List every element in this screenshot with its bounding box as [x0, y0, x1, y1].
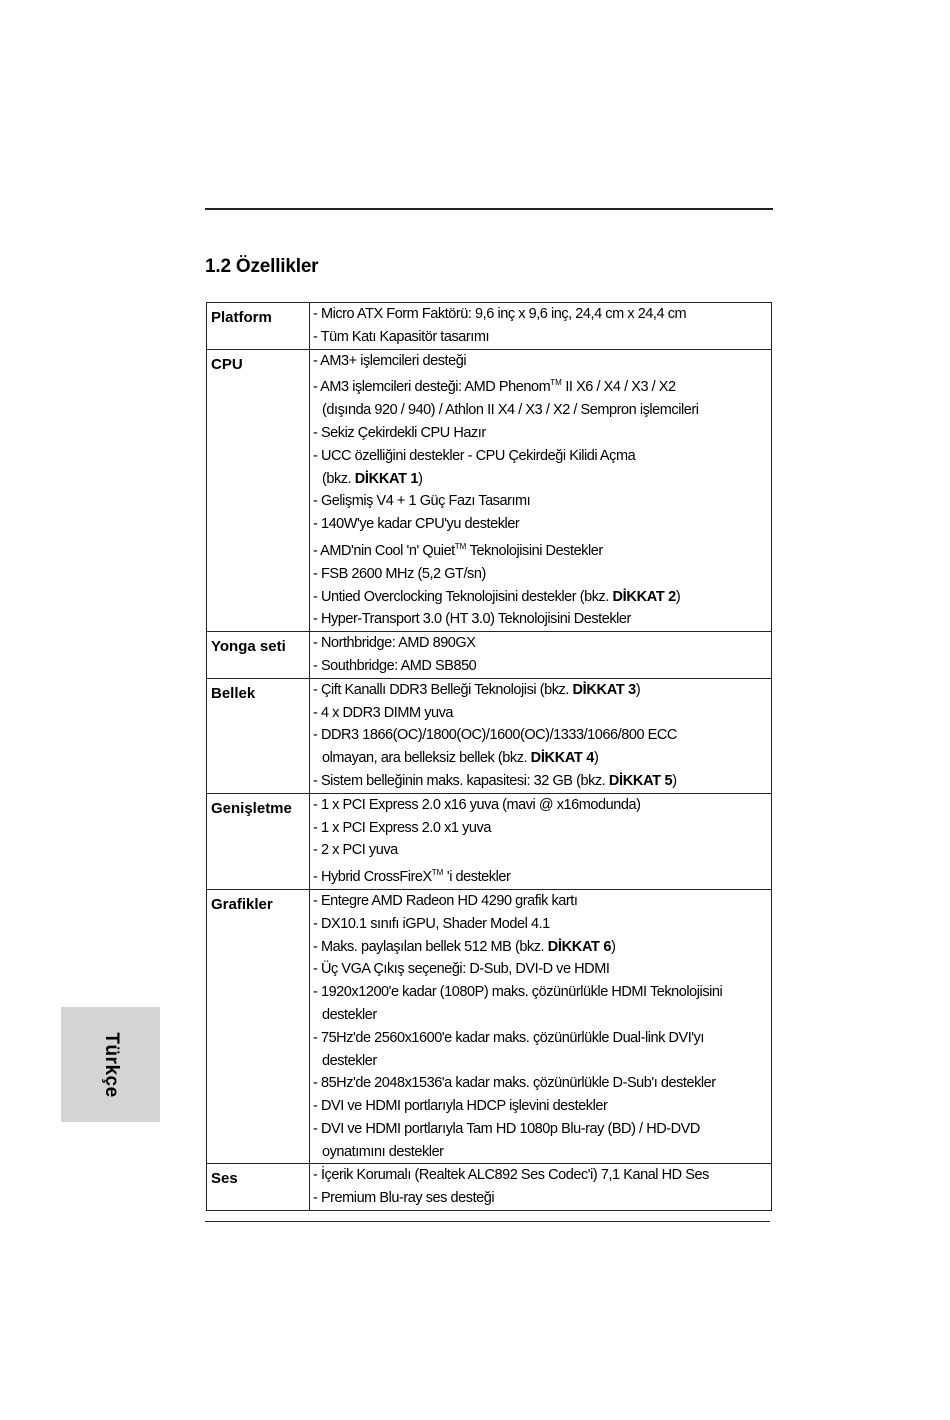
- spec-line: - Southbridge: AMD SB850: [313, 657, 477, 674]
- spec-line: [310, 770, 771, 793]
- trademark-mark: TM: [454, 541, 467, 551]
- spec-line: [310, 747, 771, 770]
- spec-line: - UCC özelliğini destekler - CPU Çekirdeği Kilidi Açma: [313, 447, 636, 464]
- spec-line: destekler: [322, 1006, 377, 1023]
- spec-line: [310, 586, 771, 609]
- spec-line: - Northbridge: AMD 890GX: [313, 635, 476, 652]
- spec-text: - Maks. paylaşılan bellek 512 MB (bkz.: [313, 938, 548, 955]
- spec-text: ): [594, 750, 599, 767]
- spec-line: - DVI ve HDMI portlarıyla Tam HD 1080p Blu-ray (BD) / HD-DVD: [313, 1120, 700, 1137]
- spec-line: [310, 372, 771, 399]
- spec-text: - Hybrid CrossFireX: [313, 869, 432, 886]
- spec-row-memory: [207, 678, 772, 793]
- spec-line: - DVI ve HDMI portlarıyla HDCP işlevini destekler: [313, 1098, 608, 1115]
- note-reference: DİKKAT 2: [612, 588, 676, 605]
- spec-line: - 140W'ye kadar CPU'yu destekler: [313, 516, 520, 533]
- spec-line: - 1 x PCI Express 2.0 x1 yuva: [313, 819, 491, 836]
- note-reference: DİKKAT 1: [354, 470, 419, 487]
- note-reference: DİKKAT 4: [530, 750, 595, 767]
- spec-line: - AM3+ işlemcileri desteği: [313, 352, 467, 369]
- spec-label-chipset: Yonga seti: [211, 638, 286, 656]
- spec-line: [310, 536, 771, 563]
- spec-line: - 85Hz'de 2048x1536'a kadar maks. çözünürlükle D-Sub'ı destekler: [313, 1075, 716, 1092]
- trademark-mark: TM: [431, 868, 444, 878]
- spec-text: Teknolojisini Destekler: [466, 542, 603, 559]
- spec-line: - 1 x PCI Express 2.0 x16 yuva (mavi @ x16modunda): [313, 796, 641, 813]
- spec-line: [310, 862, 771, 889]
- spec-line: - DX10.1 sınıfı iGPU, Shader Model 4.1: [313, 915, 550, 932]
- note-reference: DİKKAT 6: [547, 938, 612, 955]
- trademark-mark: TM: [550, 378, 562, 388]
- spec-label-platform: Platform: [211, 309, 272, 326]
- spec-line: - 4 x DDR3 DIMM yuva: [313, 704, 454, 721]
- spec-line: - FSB 2600 MHz (5,2 GT/sn): [313, 565, 486, 582]
- spec-text: ): [672, 772, 677, 789]
- spec-row-cpu: [207, 349, 772, 632]
- spec-label-graphics: Grafikler: [211, 895, 273, 913]
- spec-line: - Micro ATX Form Faktörü: 9,6 inç x 9,6 inç, 24,4 cm x 24,4 cm: [313, 306, 687, 322]
- spec-line: - 1920x1200'e kadar (1080P) maks. çözünürlükle HDMI Teknolojisini: [313, 984, 723, 1001]
- language-tab: [61, 1007, 160, 1122]
- note-reference: DİKKAT 3: [572, 681, 636, 698]
- spec-line: - Premium Blu-ray ses desteği: [313, 1190, 495, 1207]
- spec-text: - AMD'nin Cool 'n' Quiet: [313, 542, 455, 559]
- spec-text: II X6 / X4 / X3 / X2: [561, 379, 676, 396]
- spec-line: - Entegre AMD Radeon HD 4290 grafik kartı: [313, 892, 578, 909]
- spec-line: - Üç VGA Çıkış seçeneği: D-Sub, DVI-D ve HDMI: [313, 961, 610, 978]
- section-title: 1.2 Özellikler: [205, 256, 319, 277]
- spec-text: ): [635, 681, 641, 698]
- spec-text: ): [675, 588, 681, 605]
- spec-label-cpu: CPU: [211, 355, 243, 373]
- spec-line: [310, 468, 771, 491]
- spec-line: (dışında 920 / 940) / Athlon II X4 / X3 / X2 / Sempron işlemcileri: [322, 402, 699, 419]
- spec-row-expansion: [207, 793, 772, 889]
- spec-text: - Çift Kanallı DDR3 Belleği Teknolojisi (bkz.: [313, 681, 573, 698]
- spec-line: - 2 x PCI yuva: [313, 842, 398, 859]
- spec-text: ): [418, 470, 423, 487]
- spec-text: 'i destekler: [443, 869, 511, 886]
- spec-row-graphics: [207, 889, 772, 1164]
- spec-line: - Hyper-Transport 3.0 (HT 3.0) Teknolojisini Destekler: [313, 611, 631, 628]
- spec-line: - Gelişmiş V4 + 1 Güç Fazı Tasarımı: [313, 493, 531, 510]
- spec-label-expansion: Genişletme: [211, 799, 292, 817]
- spec-line: - Sekiz Çekirdekli CPU Hazır: [313, 424, 486, 441]
- note-reference: DİKKAT 5: [608, 772, 673, 789]
- spec-line: - İçerik Korumalı (Realtek ALC892 Ses Codec'i) 7,1 Kanal HD Ses: [313, 1167, 709, 1184]
- spec-text: - AM3 işlemcileri desteği: AMD Phenom: [313, 379, 551, 396]
- header-rule: [205, 208, 773, 210]
- spec-label-memory: Bellek: [211, 684, 256, 702]
- spec-line: [310, 936, 771, 959]
- spec-table: [206, 302, 772, 1211]
- spec-line: - DDR3 1866(OC)/1800(OC)/1600(OC)/1333/1066/800 ECC: [313, 727, 677, 744]
- spec-text: (bkz.: [322, 470, 355, 487]
- spec-row-platform: [207, 303, 772, 350]
- spec-label-audio: Ses: [211, 1170, 238, 1188]
- spec-text: ): [611, 938, 616, 955]
- spec-text: - Sistem belleğinin maks. kapasitesi: 32 GB (bkz.: [313, 772, 609, 789]
- spec-line: oynatımını destekler: [322, 1143, 444, 1160]
- spec-text: olmayan, ara belleksiz bellek (bkz.: [322, 750, 531, 767]
- footer-rule: [205, 1221, 770, 1222]
- spec-line: - Tüm Katı Kapasitör tasarımı: [313, 328, 490, 345]
- spec-line: [310, 679, 771, 702]
- spec-line: - 75Hz'de 2560x1600'e kadar maks. çözünürlükle Dual-link DVI'yı: [313, 1029, 704, 1046]
- spec-row-audio: [207, 1164, 772, 1211]
- spec-line: destekler: [322, 1052, 377, 1069]
- language-tab-label: Türkçe: [100, 1031, 122, 1098]
- spec-row-chipset: [207, 632, 772, 679]
- spec-text: - Untied Overclocking Teknolojisini destekler (bkz.: [313, 588, 613, 605]
